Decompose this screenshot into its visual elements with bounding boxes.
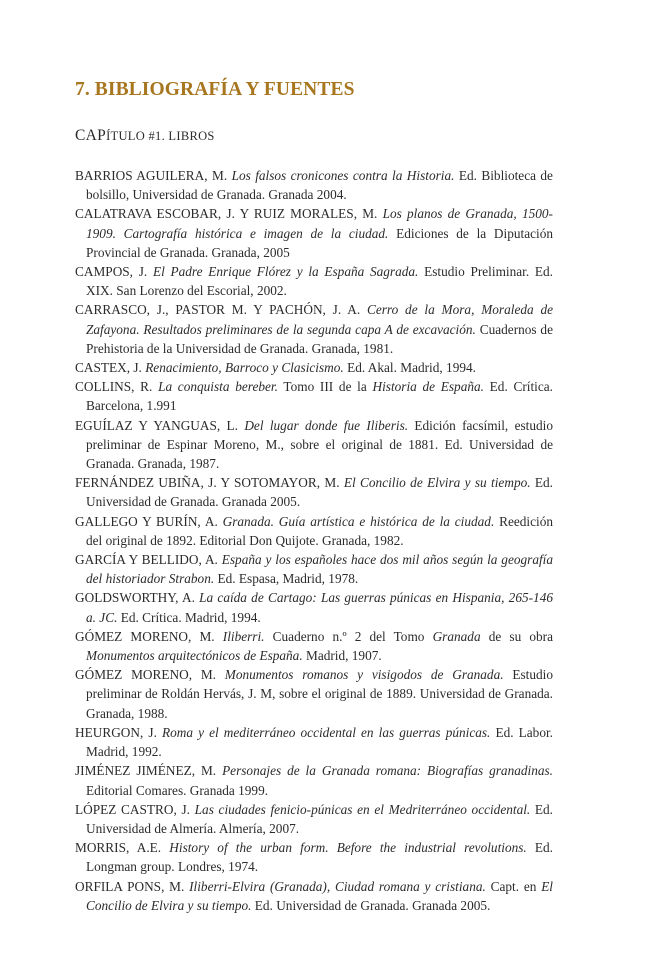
entry-text-segment: Reedición del original de 1892. Editorial Don Quijote. Granada, 1982.: [86, 513, 554, 548]
bibliography-entry: [75, 723, 553, 761]
entry-title-segment: El Padre Enrique Flórez y la España Sagrada.: [152, 264, 419, 280]
entry-text-segment: Ed. Biblioteca de bolsillo, Universidad de Granada. Granada 2004.: [86, 168, 553, 203]
entry-title-segment: Granada: [432, 628, 481, 644]
entry-title-segment: Las ciudades fenicio-púnicas en el Medriterráneo occidental.: [194, 801, 531, 817]
entry-title-segment: Cerro de la Mora, Moraleda de Zafayona. Resultados preliminares de la segunda capa A de excavación.: [86, 302, 553, 337]
entry-text-segment: Ed. Crítica. Barcelona, 1.991: [86, 379, 553, 414]
entry-text-segment: EGUÍLAZ Y YANGUAS, L.: [75, 417, 245, 433]
entry-text-segment: MORRIS, A.E.: [75, 840, 170, 856]
entry-text-segment: Edición facsímil, estudio preliminar de Espinar Moreno, M., sobre el original de 1881. Ed. Universidad de Granada. Granada, 1987.: [86, 417, 553, 472]
entry-title-segment: Roma y el mediterráneo occidental en las guerras púnicas.: [162, 724, 491, 740]
section-title-initial: CAP: [75, 127, 107, 144]
entry-title-segment: La caída de Cartago: Las guerras púnicas en Hispania, 265-146 a. JC.: [86, 590, 553, 625]
entry-title-segment: La conquista bereber.: [158, 379, 278, 395]
entry-title-segment: Los falsos cronicones contra la Historia.: [231, 168, 455, 183]
bibliography-entry: [75, 512, 553, 550]
entry-text-segment: GARCÍA Y BELLIDO, A.: [75, 552, 222, 568]
entry-title-segment: Los planos de Granada, 1500-1909. Cartografía histórica e imagen de la ciudad.: [86, 206, 553, 241]
bibliography-entry: [75, 838, 553, 876]
entry-title-segment: Historia de España.: [372, 379, 484, 395]
entry-title-segment: Monumentos romanos y visigodos de Granada.: [224, 667, 504, 683]
entry-title-segment: El Concilio de Elvira y su tiempo.: [86, 878, 554, 913]
bibliography-entry: [75, 473, 553, 511]
entry-title-segment: Iliberri.: [222, 628, 265, 644]
bibliography-entry: [75, 166, 553, 204]
entry-title-segment: Personajes de la Granada romana: Biografías granadinas.: [222, 763, 554, 779]
section-title: [75, 127, 215, 145]
bibliography-entry: [75, 204, 553, 262]
entry-text-segment: Ed. Longman group. Londres, 1974.: [86, 840, 553, 875]
entry-text-segment: de su obra: [480, 628, 553, 644]
entry-text-segment: CARRASCO, J., PASTOR M. Y PACHÓN, J. A.: [75, 302, 367, 318]
entry-title-segment: El Concilio de Elvira y su tiempo.: [343, 475, 531, 491]
entry-text-segment: COLLINS, R.: [75, 379, 159, 395]
entry-title-segment: España y los españoles hace dos mil años según la geografía del historiador Strabon.: [86, 552, 553, 587]
bibliography-entry: [75, 262, 553, 300]
bibliography-entry: [75, 627, 553, 665]
entry-text-segment: Editorial Comares. Granada 1999.: [86, 782, 269, 798]
bibliography-entry: [75, 761, 553, 799]
entry-text-segment: Capt. en: [485, 878, 542, 894]
entry-text-segment: Cuadernos de Prehistoria de la Universidad de Granada. Granada, 1981.: [86, 321, 553, 356]
bibliography-entry: [75, 377, 553, 415]
entry-text-segment: LÓPEZ CASTRO, J.: [75, 801, 195, 817]
entry-text-segment: Ed. Crítica. Madrid, 1994.: [117, 609, 261, 625]
entry-text-segment: Cuaderno n.º 2 del Tomo: [264, 628, 433, 644]
bibliography-entry: [75, 588, 553, 626]
entry-title-segment: Renacimiento, Barroco y Clasicismo.: [145, 360, 344, 376]
entry-text-segment: Estudio Preliminar. Ed. XIX. San Lorenzo del Escorial, 2002.: [86, 264, 553, 299]
section-title-rest: ÍTULO #1. LIBROS: [106, 129, 215, 143]
entry-text-segment: Ediciones de la Diputación Provincial de Granada. Granada, 2005: [86, 225, 553, 260]
entry-text-segment: CALATRAVA ESCOBAR, J. Y RUIZ MORALES, M.: [75, 206, 383, 222]
entry-title-segment: History of the urban form. Before the industrial revolutions.: [169, 840, 527, 856]
bibliography-entry: [75, 358, 553, 377]
entry-title-segment: Del lugar donde fue Iliberis.: [244, 417, 409, 433]
bibliography-entry: [75, 877, 553, 915]
entry-text-segment: JIMÉNEZ JIMÉNEZ, M.: [75, 763, 223, 779]
entry-text-segment: Tomo III de la: [277, 379, 373, 395]
chapter-title: 7. BIBLIOGRAFÍA Y FUENTES: [75, 79, 355, 100]
entry-text-segment: FERNÁNDEZ UBIÑA, J. Y SOTOMAYOR, M.: [75, 475, 344, 491]
bibliography-entry: [75, 665, 553, 723]
entry-text-segment: BARRIOS AGUILERA, M.: [75, 168, 232, 183]
entry-text-segment: GALLEGO Y BURÍN, A.: [75, 513, 223, 529]
entry-text-segment: Ed. Labor. Madrid, 1992.: [86, 724, 553, 760]
entry-text-segment: Ed. Akal. Madrid, 1994.: [343, 360, 476, 376]
entry-text-segment: GOLDSWORTHY, A.: [75, 590, 200, 606]
entry-text-segment: CASTEX, J.: [75, 360, 146, 376]
entry-text-segment: Estudio preliminar de Roldán Hervás, J. M, sobre el original de 1889. Universidad de Granada. Granada, 1988.: [86, 667, 553, 721]
bibliography-entry: [75, 800, 553, 838]
bibliography-entry: [75, 300, 553, 358]
entry-text-segment: GÓMEZ MORENO, M.: [75, 628, 223, 644]
entry-title-segment: Granada. Guía artística e histórica de la ciudad.: [222, 513, 495, 529]
entry-text-segment: ORFILA PONS, M.: [75, 878, 190, 894]
entry-text-segment: Ed. Universidad de Granada. Granada 2005.: [251, 897, 491, 913]
entry-title-segment: Iliberri-Elvira (Granada), Ciudad romana y cristiana.: [189, 878, 486, 894]
entry-text-segment: CAMPOS, J.: [75, 264, 153, 280]
entry-text-segment: Ed. Universidad de Almería. Almería, 2007.: [86, 801, 554, 836]
entry-text-segment: HEURGON, J.: [75, 724, 163, 740]
entry-text-segment: Madrid, 1907.: [302, 648, 382, 664]
bibliography-entry: [75, 550, 553, 588]
entry-text-segment: Ed. Espasa, Madrid, 1978.: [214, 571, 359, 587]
entry-text-segment: GÓMEZ MORENO, M.: [75, 667, 225, 683]
bibliography-list: [75, 166, 553, 915]
bibliography-entry: [75, 416, 553, 474]
entry-text-segment: Ed. Universidad de Granada. Granada 2005.: [86, 475, 553, 510]
entry-title-segment: Monumentos arquitectónicos de España.: [86, 648, 303, 664]
